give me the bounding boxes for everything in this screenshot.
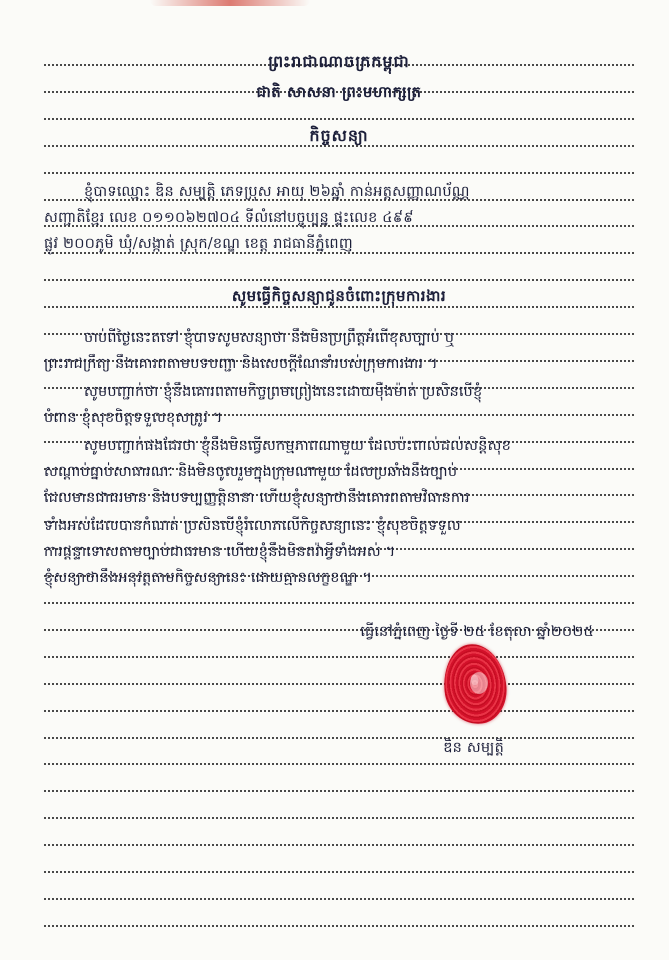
body-line: បំពាន ខ្ញុំសុខចិត្តទទួលខុសត្រូវ ។ [44, 410, 223, 426]
thumbprint-highlight [470, 672, 488, 694]
dotted-rule [44, 656, 634, 658]
body-line: សូមបញ្ជាក់ផងដែរថា ខ្ញុំនឹងមិនធ្វើសកម្មភាពណាមួយ ដែលប៉ះពាល់ដល់សន្តិសុខ [84, 438, 511, 454]
body-line: ចាប់ពីថ្ងៃនេះតទៅ ខ្ញុំបាទសូមសន្យាថា នឹងមិនប្រព្រឹត្តអំពើខុសច្បាប់ ឬ [84, 330, 455, 346]
date-line: ធ្វើនៅភ្នំពេញ ថ្ងៃទី ២៥ ខែតុលា ឆ្នាំ២០២៥ [360, 624, 594, 640]
dotted-rule [44, 763, 634, 765]
signature-name: ឌិន សម្បត្តិ [443, 740, 504, 756]
body-line: សូមបញ្ជាក់ថា ខ្ញុំនឹងគោរពតាមកិច្ចព្រមព្រៀងនេះដោយម៉ឺងម៉ាត់ ប្រសិនបើខ្ញុំ [84, 384, 483, 400]
dotted-rule [44, 279, 634, 281]
dotted-rule [44, 172, 634, 174]
contract-subtitle: សូមធ្វើកិច្ចសន្យាជូនចំពោះក្រុមការងារ [231, 287, 447, 305]
body-line: ការផ្តន្ទាទោសតាមច្បាប់ជាធរមាន ហើយខ្ញុំនឹងមិនតវ៉ាអ្វីទាំងអស់ ។ [44, 544, 396, 560]
body-line: សណ្តាប់ធ្នាប់សាធារណៈ និងមិនចូលរួមក្នុងក្រុមណាមួយ ដែលប្រឆាំងនឹងច្បាប់ [44, 464, 458, 480]
dotted-rule [44, 118, 634, 120]
dotted-rule [44, 871, 634, 873]
dotted-rule [44, 710, 634, 712]
dotted-rule [44, 683, 634, 685]
body-line: ដែលមានជាធរមាន និងបទប្បញ្ញត្តិនានា ហើយខ្ញុំសន្យាថានឹងគោរពតាមវិធានការ [44, 490, 470, 506]
intro-line: ខ្ញុំបាទឈ្មោះ ឌិន សម្បត្តិ ភេទប្រុស អាយុ ២៦ឆ្នាំ កាន់អត្តសញ្ញាណប័ណ្ណ [84, 184, 470, 200]
dotted-rule [44, 925, 634, 927]
intro-line: សញ្ជាតិខ្មែរ លេខ ០១១០៦២៧០៤ ទីលំនៅបច្ចុប្បន្ន ផ្ទះលេខ ៤៩៩ [44, 210, 414, 226]
document-title: កិច្ចសន្យា [309, 126, 369, 145]
kingdom-header: ព្រះរាជាណាចក្រកម្ពុជា [268, 52, 410, 71]
dotted-rule [44, 602, 634, 604]
motto-header: ជាតិ សាសនា ព្រះមហាក្សត្រ [256, 83, 422, 101]
dotted-rule [44, 844, 634, 846]
body-line: ទាំងអស់ដែលបានកំណត់ ប្រសិនបើខ្ញុំរំលោភលើកិច្ចសន្យានេះ ខ្ញុំសុខចិត្តទទួល [44, 518, 461, 534]
body-line: ព្រះរាជក្រឹត្យ នឹងគោរពតាមបទបញ្ជា និងសេចក្តីណែនាំរបស់ក្រុមការងារ ។ [44, 356, 438, 372]
dotted-rule [44, 817, 634, 819]
dotted-rule [44, 898, 634, 900]
body-line: ខ្ញុំសន្យាថានឹងអនុវត្តតាមកិច្ចសន្យានេះ ដោយគ្មានលក្ខខណ្ឌ ។ [44, 570, 373, 586]
dotted-rule [44, 790, 634, 792]
intro-line: ផ្លូវ ២០០ភូមិ ឃុំ/សង្កាត់ ស្រុក/ខណ្ឌ ខេត្ត រាជធានីភ្នំពេញ [44, 236, 353, 252]
torn-paper-edge [150, 0, 310, 6]
